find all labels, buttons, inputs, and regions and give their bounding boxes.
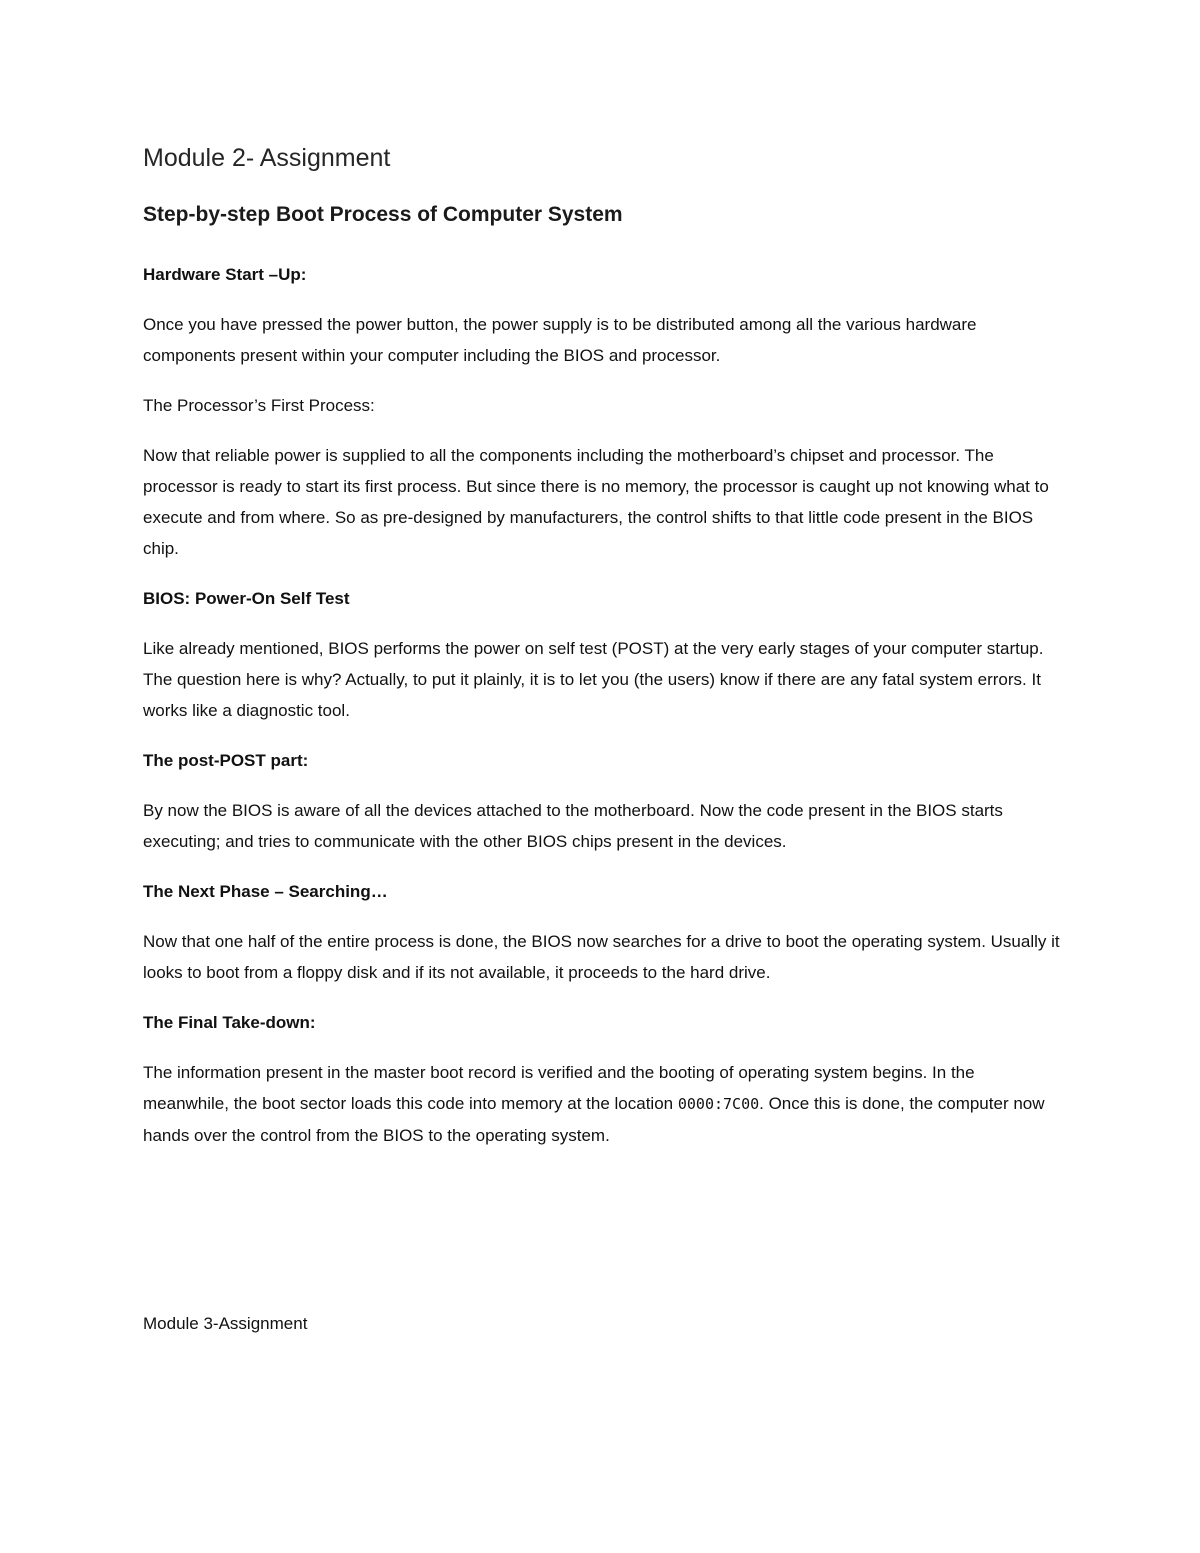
section-hardware-startup: [143, 259, 1063, 371]
section-next-phase: [143, 876, 1063, 988]
section-body: Once you have pressed the power button, the power supply is to be distributed among all the various hardware components present within your computer including the BIOS and processor.: [143, 315, 977, 365]
section-heading: The Next Phase – Searching…: [143, 882, 388, 901]
section-heading: BIOS: Power-On Self Test: [143, 589, 350, 608]
section-heading: The post-POST part:: [143, 751, 309, 770]
section-processor-first-process: [143, 390, 1063, 564]
next-module-heading: Module 3-Assignment: [143, 1314, 308, 1333]
section-body: [143, 1057, 1063, 1151]
section-body: Like already mentioned, BIOS performs the power on self test (POST) at the very early stages of your computer startup. The question here is why? Actually, to put it plainly, it is to let you (the users) know if there are any fatal system errors. It works like a diagnostic tool.: [143, 639, 1044, 720]
section-final-takedown: [143, 1007, 1063, 1151]
section-bios-post: [143, 583, 1063, 726]
section-body-text: The information present in the master boot record is verified and the booting of operating system begins. In the meanwhile, the boot sector loads this code into memory at the location: [143, 1063, 975, 1113]
section-body: Now that reliable power is supplied to all the components including the motherboard’s chipset and processor. The processor is ready to start its first process. But since there is no memory, the processor is caught up not knowing what to execute and from where. So as pre-designed by manufacturers, the control shifts to that little code present in the BIOS chip.: [143, 446, 1049, 558]
section-body-text: . Once this is done, the computer now hands over the control from the BIOS to the operating system.: [143, 1094, 1045, 1145]
section-post-post: [143, 745, 1063, 857]
section-body: By now the BIOS is aware of all the devices attached to the motherboard. Now the code present in the BIOS starts executing; and tries to communicate with the other BIOS chips present in the devices.: [143, 801, 1003, 851]
document-title: Module 2- Assignment: [143, 144, 391, 172]
sections-container: [143, 259, 1063, 1170]
section-heading: The Final Take-down:: [143, 1013, 316, 1032]
section-heading: Hardware Start –Up:: [143, 265, 307, 284]
document-subtitle: Step-by-step Boot Process of Computer System: [143, 203, 623, 226]
section-heading: The Processor’s First Process:: [143, 396, 375, 415]
section-body: Now that one half of the entire process is done, the BIOS now searches for a drive to boot the operating system. Usually it looks to boot from a floppy disk and if its not available, it proceeds to the hard drive.: [143, 932, 1060, 982]
memory-address: 0000:7C00: [677, 1095, 760, 1113]
